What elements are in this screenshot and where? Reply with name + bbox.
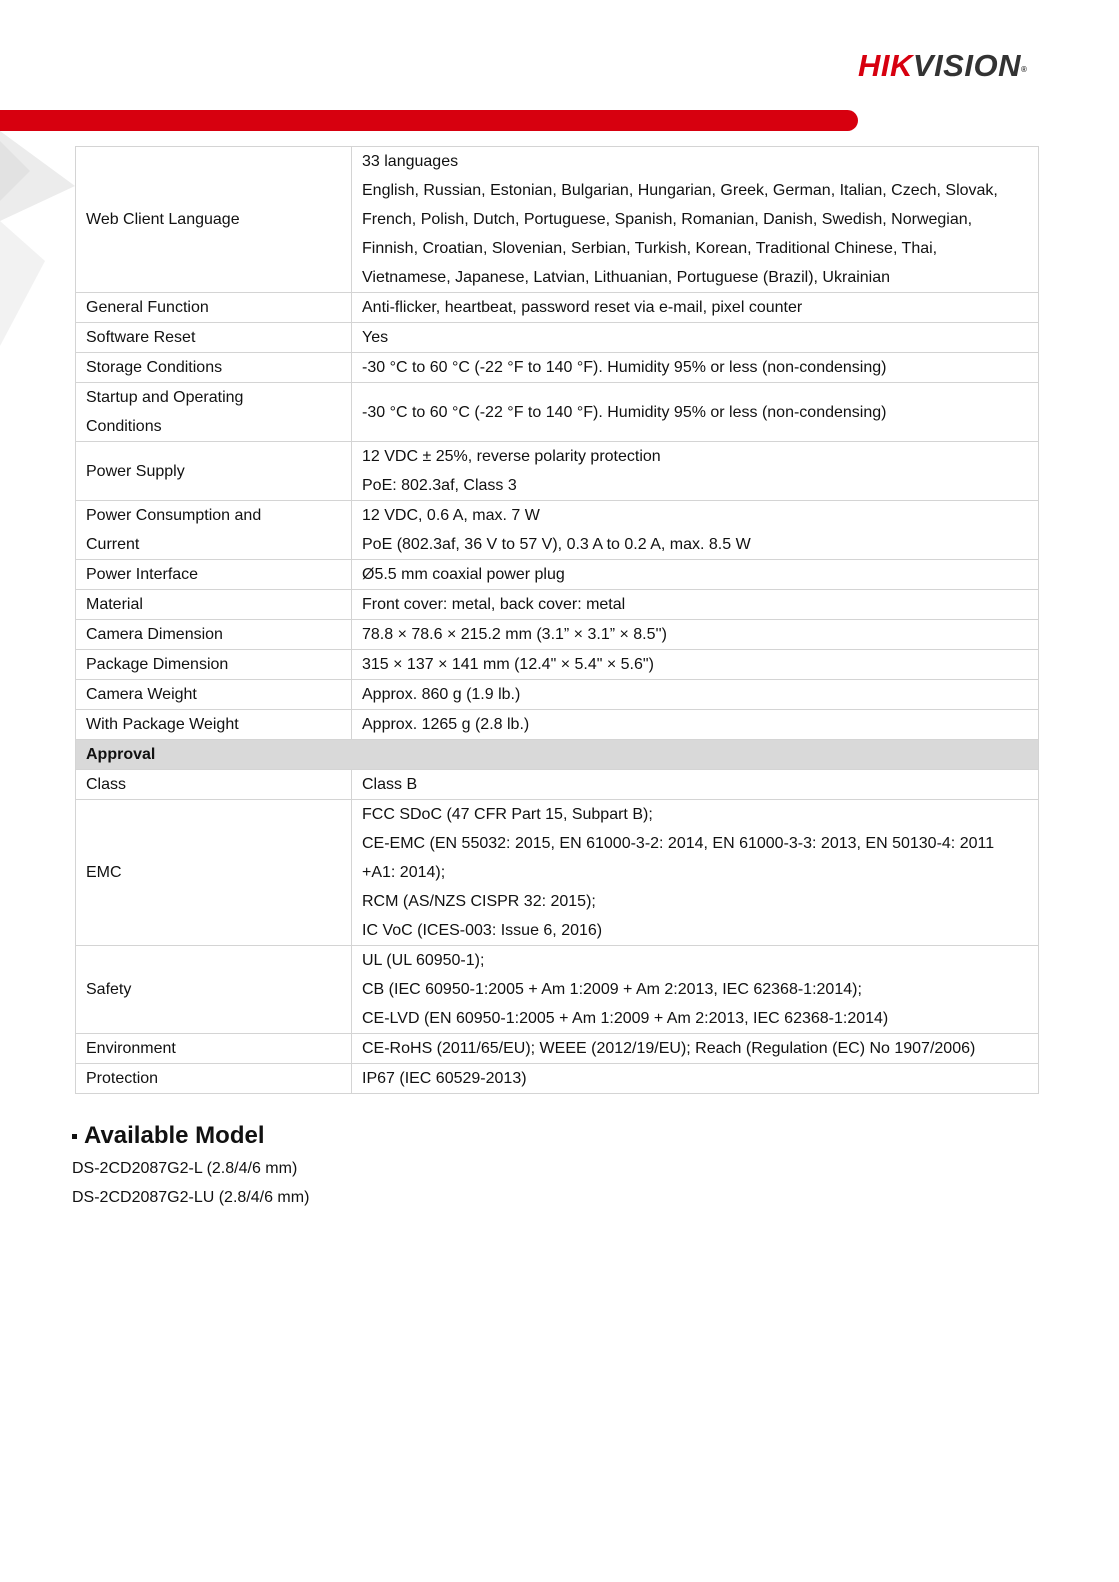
brand-name-red: HIK — [858, 48, 913, 83]
spec-value-line: CB (IEC 60950-1:2005 + Am 1:2009 + Am 2:2013, IEC 62368-1:2014); — [362, 981, 862, 998]
spec-value-line: CE-EMC (EN 55032: 2015, EN 61000-3-2: 2014, EN 61000-3-3: 2013, EN 50130-4: 2011 +A1: 2014); — [362, 835, 995, 881]
header-red-bar — [0, 110, 858, 131]
spec-label: With Package Weight — [76, 710, 352, 740]
brand-logo — [858, 48, 1027, 84]
spec-value — [352, 1034, 1039, 1064]
spec-value-line: Yes — [362, 329, 389, 346]
spec-value-line: Anti-flicker, heartbeat, password reset via e-mail, pixel counter — [362, 299, 803, 316]
spec-value-line: Approx. 860 g (1.9 lb.) — [362, 686, 521, 703]
spec-value-line: UL (UL 60950-1); — [362, 952, 485, 969]
spec-label: Package Dimension — [76, 650, 352, 680]
spec-value — [352, 353, 1039, 383]
spec-label: Storage Conditions — [76, 353, 352, 383]
spec-value — [352, 293, 1039, 323]
spec-value-line: IC VoC (ICES-003: Issue 6, 2016) — [362, 922, 603, 939]
spec-value-line: Ø5.5 mm coaxial power plug — [362, 566, 565, 583]
spec-row-storage-conditions — [76, 353, 1039, 383]
spec-value — [352, 1064, 1039, 1094]
spec-row-software-reset — [76, 323, 1039, 353]
spec-label: EMC — [76, 800, 352, 946]
spec-label: Power Supply — [76, 442, 352, 501]
spec-label: General Function — [76, 293, 352, 323]
spec-value-line: Front cover: metal, back cover: metal — [362, 596, 626, 613]
spec-table — [75, 146, 1039, 1094]
spec-value-line: -30 °C to 60 °C (-22 °F to 140 °F). Humidity 95% or less (non-condensing) — [362, 403, 887, 421]
spec-label: Class — [76, 770, 352, 800]
spec-value — [352, 770, 1039, 800]
brand-name-gray: VISION — [912, 48, 1021, 83]
spec-table-body — [76, 147, 1039, 1094]
spec-label: Protection — [76, 1064, 352, 1094]
spec-value-line: 12 VDC, 0.6 A, max. 7 W — [362, 507, 540, 524]
spec-value-line: PoE: 802.3af, Class 3 — [362, 477, 517, 494]
spec-value-line: IP67 (IEC 60529-2013) — [362, 1070, 527, 1087]
available-model-section — [72, 1120, 309, 1212]
spec-label: Camera Dimension — [76, 620, 352, 650]
bullet-icon — [72, 1134, 77, 1139]
spec-value — [352, 710, 1039, 740]
spec-row-startup-operating-conditions — [76, 383, 1039, 442]
spec-value-line: English, Russian, Estonian, Bulgarian, Hungarian, Greek, German, Italian, Czech, Slovak, French, Polish, Dutch, Portuguese, Spanish, Romanian, Danish, Swedish, Norwegian, Finnish, Croatian, Slovenian, Serbian, Turkish, Korean, Traditional Chinese, Thai, Vietnamese, Japanese, Latvian, Lithuanian, Portuguese (Brazil), Ukrainian — [362, 182, 998, 286]
spec-row-power-consumption — [76, 501, 1039, 560]
spec-row-power-supply — [76, 442, 1039, 501]
spec-row-general-function — [76, 293, 1039, 323]
spec-value — [352, 323, 1039, 353]
spec-value-line: RCM (AS/NZS CISPR 32: 2015); — [362, 893, 596, 910]
spec-row-emc — [76, 800, 1039, 946]
spec-row-package-dimension — [76, 650, 1039, 680]
spec-value — [352, 501, 1039, 560]
spec-label: Material — [76, 590, 352, 620]
spec-value-line: CE-LVD (EN 60950-1:2005 + Am 1:2009 + Am 2:2013, IEC 62368-1:2014) — [362, 1010, 889, 1027]
spec-value — [352, 560, 1039, 590]
spec-value — [352, 383, 1039, 442]
spec-label: Environment — [76, 1034, 352, 1064]
spec-value-line: Approx. 1265 g (2.8 lb.) — [362, 716, 530, 733]
spec-value — [352, 800, 1039, 946]
spec-row-material — [76, 590, 1039, 620]
model-item: DS-2CD2087G2-LU (2.8/4/6 mm) — [72, 1189, 310, 1206]
spec-label: Power Consumption and Current — [76, 501, 352, 560]
spec-row-safety — [76, 946, 1039, 1034]
spec-row-class — [76, 770, 1039, 800]
spec-label: Camera Weight — [76, 680, 352, 710]
spec-value-line: 33 languages — [362, 153, 459, 170]
spec-value — [352, 946, 1039, 1034]
spec-label: Web Client Language — [76, 147, 352, 293]
spec-row-environment — [76, 1034, 1039, 1064]
spec-value-line: CE-RoHS (2011/65/EU); WEEE (2012/19/EU); Reach (Regulation (EC) No 1907/2006) — [362, 1040, 976, 1057]
available-model-heading — [72, 1120, 309, 1152]
spec-value — [352, 680, 1039, 710]
section-header-approval — [76, 740, 1039, 770]
spec-row-package-weight — [76, 710, 1039, 740]
spec-value-line: 315 × 137 × 141 mm (12.4" × 5.4" × 5.6") — [362, 656, 654, 673]
spec-value — [352, 147, 1039, 293]
spec-label: Startup and Operating Conditions — [76, 383, 352, 442]
spec-value-line: FCC SDoC (47 CFR Part 15, Subpart B); — [362, 806, 653, 823]
spec-value — [352, 442, 1039, 501]
spec-value — [352, 590, 1039, 620]
spec-row-camera-weight — [76, 680, 1039, 710]
spec-label: Power Interface — [76, 560, 352, 590]
spec-value-line: Class B — [362, 776, 418, 793]
available-model-title: Available Model — [84, 1122, 265, 1149]
spec-row-camera-dimension — [76, 620, 1039, 650]
decorative-star-graphic — [0, 131, 75, 351]
spec-value-line: PoE (802.3af, 36 V to 57 V), 0.3 A to 0.2 A, max. 8.5 W — [362, 536, 751, 553]
spec-value — [352, 650, 1039, 680]
registered-mark: ® — [1020, 65, 1028, 74]
spec-value-line: -30 °C to 60 °C (-22 °F to 140 °F). Humidity 95% or less (non-condensing) — [362, 359, 887, 376]
model-item: DS-2CD2087G2-L (2.8/4/6 mm) — [72, 1160, 298, 1177]
spec-value — [352, 620, 1039, 650]
spec-row-web-client-language — [76, 147, 1039, 293]
spec-value-line: 78.8 × 78.6 × 215.2 mm (3.1” × 3.1” × 8.5'') — [362, 626, 667, 643]
spec-row-protection — [76, 1064, 1039, 1094]
spec-row-power-interface — [76, 560, 1039, 590]
section-title: Approval — [76, 740, 1039, 770]
spec-label: Software Reset — [76, 323, 352, 353]
spec-value-line: 12 VDC ± 25%, reverse polarity protection — [362, 448, 661, 465]
spec-label: Safety — [76, 946, 352, 1034]
